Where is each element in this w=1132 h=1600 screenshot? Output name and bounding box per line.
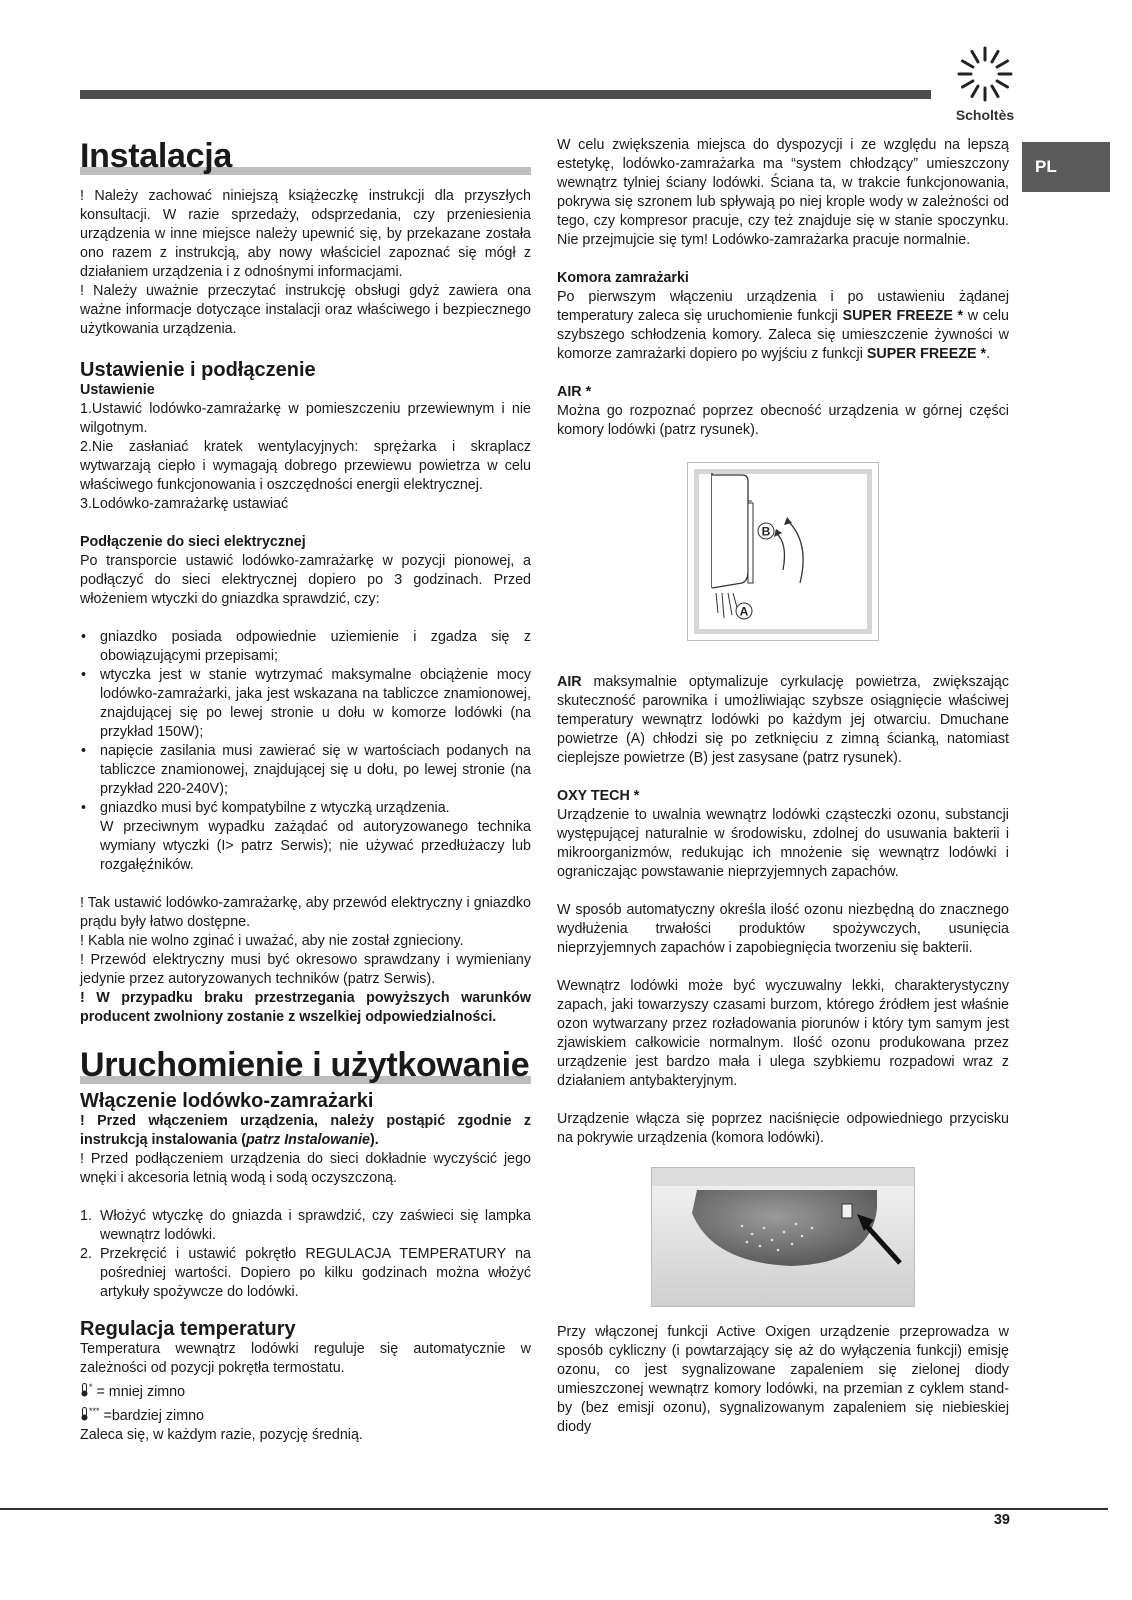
heading-placement: Ustawienie i podłączenie [80,359,316,381]
placement-item-2: 2.Nie zasłaniać kratek wentylacyjnych: sprężarka i skraplacz wytwarzają ciepło i wymagają dobrego przewiewu powietrza w celu właściwego funkcjonowania i oszczędności energii elektrycznej. [80,439,531,493]
page-number: 39 [993,1512,1010,1528]
heading-freezer: Komora zamrażarki [557,270,689,286]
intro-paragraph-2: ! Należy uważnie przeczytać instrukcję obsługi gdyż zawiera ona ważne informacje dotyczące instalacji oraz właściwego i bezpiecznego użytkowania urządzenia. [80,283,531,337]
switch-on-warning: ! Przed włączeniem urządzenia, należy postąpić zgodnie z instrukcją instalowania (patrz Instalowanie). [80,1113,531,1148]
temperature-advice: Zaleca się, w każdym razie, pozycję średnią. [80,1426,363,1443]
heading-air: AIR * [557,384,592,400]
oxy-device-figure [651,1167,915,1307]
placement-item-3: 3.Lodówko-zamrażarkę ustawiać [80,496,289,512]
warning-1: ! Tak ustawić lodówko-zamrażarkę, aby przewód elektryczny i gniazdko prądu były łatwo dostępne. [80,895,531,930]
air-description: AIR maksymalnie optymalizuje cyrkulację powietrza, zwiększając skuteczność parownika i umożliwiając szybsze osiągnięcie właściwej temperatury wewnątrz lodówki po każdym jej otwarciu. Dmuchane powietrze (A) chłodzi się po zetknięciu z zimną ścianką, natomiast cieplejsze powietrze (B) jest zasysane (patrz rysunek). [557,674,1009,766]
step-1: 1. Włożyć wtyczkę do gniazda i sprawdzić, czy zaświeci się lampka wewnątrz lodówki. [80,1208,531,1243]
warning-4: ! W przypadku braku przestrzegania powyższych warunków producent zwolniony zostanie z wszelkiej odpowiedzialności. [80,990,531,1025]
brand-name: Scholtès [955,107,1015,123]
air-diagram-figure [687,462,879,641]
right-column [557,136,1009,1437]
warning-2: ! Kabla nie wolno zginać i uważać, aby nie został zgnieciony. [80,933,464,949]
cooling-system-paragraph: W celu zwiększenia miejsca do dyspozycji i ze względu na lepszą estetykę, lodówko-zamrażarka ma “system chłodzący” umieszczony wewnątrz tylniej ściany lodówki. Ściana ta, w trakcie funkcjonowania, pokrywa się szronem lub spływają po niej krople wody w zależności od tego, czy kompresor pracuje, czy też znajduje się w stanie spoczynku. Nie przejmujcie się tym! Lodówko-zamrażarka pracuje normalnie. [557,137,1009,248]
oxy-paragraph-5: Przy włączonej funkcji Active Oxigen urządzenie przeprowadza w sposób cykliczny (i powtarzający się aż do wyłączenia funkcji) emisję ozonu, co jest sygnalizowane zapaleniem się zielonej diody umieszczonej wewnątrz komory lodówki, na przemian z cyklem stand-by (bez emisji ozonu), sygnalizowanym zapaleniem się niebieskiej diody [557,1324,1009,1435]
left-column [80,136,531,1445]
heading-oxy-tech: OXY TECH * [557,788,640,804]
check-item-1: • gniazdko posiada odpowiednie uziemienie i zgadza się z obowiązującymi przepisami; [80,628,531,666]
brand-logo [945,42,1025,132]
oxy-paragraph-1: Urządzenie to uwalnia wewnątrz lodówki cząsteczki ozonu, substancji występującej naturalnie w środowisku, zdolnej do usuwania bakterii i mikroorganizmów, redukując ich mnożenie się wewnątrz lodówki i ograniczając powstawanie nieprzyjemnych zapachów. [557,807,1009,880]
placement-item-1: 1.Ustawić lodówko-zamrażarkę w pomieszczeniu przewiewnym i nie wilgotnym. [80,401,531,436]
thermometer-icon [80,1383,89,1397]
sun-logo-icon [953,42,1017,106]
check-item-2: • wtyczka jest w stanie wytrzymać maksymalne obciążenie mocy lodówko-zamrażarki, jaka jest wskazana na tabliczce znamionowej, znajdującej się po lewej stronie u dołu w komorze lodówki (na przykład 150W); [80,666,531,742]
intro-paragraph-1: ! Należy zachować niniejszą książeczkę instrukcji dla przyszłych konsultacji. W razie sprzedaży, odsprzedania, czy przeniesienia urządzenia w inne miejsce należy upewnić się, by przekazane została ono razem z instrukcją, aby nowy właściciel zapoznać się mógł z działaniem urządzenia i z odnośnymi informacjami. [80,188,531,280]
oxy-paragraph-2: W sposób automatyczny określa ilość ozonu niezbędną do znacznego wydłużenia trwałości produktów spożywczych, usunięcia nieprzyjemnych zapachów i zapobiegnięcia tworzeniu się bakterii. [557,902,1009,956]
check-item-3: • napięcie zasilania musi zawierać się w wartościach podanych na tabliczce znamionowej, znajdującej się u dołu, po lewej stronie (na przykład 220-240V); [80,742,531,799]
check-item-4: • gniazdko musi być kompatybilne z wtyczką urządzenia. [80,799,531,818]
oxy-paragraph-4: Urządzenie włącza się poprzez naciśnięcie odpowiedniego przycisku na pokrywie urządzenia (komora lodówki). [557,1111,1009,1146]
temp-more-cold: *** =bardziej zimno [80,1402,531,1426]
switch-on-clean: ! Przed podłączeniem urządzenia do sieci dokładnie wyczyścić jego wnęki i akcesoria letnią wodą i sodą oczyszczoną. [80,1151,531,1186]
subheading-placement: Ustawienie [80,382,155,398]
label-a: A [739,604,749,619]
oxy-paragraph-3: Wewnątrz lodówki może być wyczuwalny lekki, charakterystyczny zapach, jaki towarzyszy czasami burzom, którego źródłem jest właśnie ozon wytwarzany przez rozładowania piorunów i który tym samym jest zjawiskiem całkowicie normalnym. Ilość ozonu produkowana przez urządzenie jest bardzo mała i ulega szybkiemu rozpadowi wraz z działaniem antybakteryjnym. [557,978,1009,1089]
oxy-device-photo [652,1168,914,1306]
heading-temperature: Regulacja temperatury [80,1318,296,1340]
electric-paragraph: Po transporcie ustawić lodówko-zamrażarkę w pozycji pionowej, a podłączyć do sieci elektrycznej dopiero po 3 godzinach. Przed włożeniem wtyczki do gniazdka sprawdzić, czy: [80,553,531,607]
air-paragraph: Można go rozpoznać poprzez obecność urządzenia w górnej części komory lodówki (patrz rysunek). [557,403,1009,438]
warning-3: ! Przewód elektryczny musi być okresowo sprawdzany i wymieniany jedynie przez autoryzowanych techników (patrz Serwis). [80,952,531,987]
temperature-paragraph: Temperatura wewnątrz lodówki reguluje się automatycznie w zależności od pozycji pokrętła termostatu. [80,1341,531,1376]
freezer-paragraph: Po pierwszym włączeniu urządzenia i po ustawieniu żądanej temperatury zaleca się uruchomienie funkcji SUPER FREEZE * w celu szybszego schłodzenia komory. Zaleca się umieszczenie żywności w komorze zamrażarki dopiero po wyjściu z funkcji SUPER FREEZE *. [557,289,1009,362]
label-b: B [761,524,771,539]
air-diagram [688,463,878,640]
thermometer-icon [80,1407,89,1421]
heading-installation: Instalacja [80,136,531,177]
heading-switch-on: Włączenie lodówko-zamrażarki [80,1090,374,1112]
heading-start-use: Uruchomienie i użytkowanie [80,1046,530,1084]
step-2: 2. Przekręcić i ustawić pokrętło REGULACJA TEMPERATURY na pośredniej wartości. Dopiero po kilku godzinach można włożyć artykuły spożywcze do lodówki. [80,1246,531,1300]
subheading-electric: Podłączenie do sieci elektrycznej [80,534,306,550]
footer-rule [0,1508,1108,1510]
temp-less-cold: * = mniej zimno [80,1378,531,1402]
header-rule [80,90,931,99]
language-tab: PL [1022,142,1110,192]
check-item-note: W przeciwnym wypadku zażądać od autoryzowanego technika wymiany wtyczki (I> patrz Serwis); nie używać przedłużaczy lub rozgałęźników. [100,819,531,873]
